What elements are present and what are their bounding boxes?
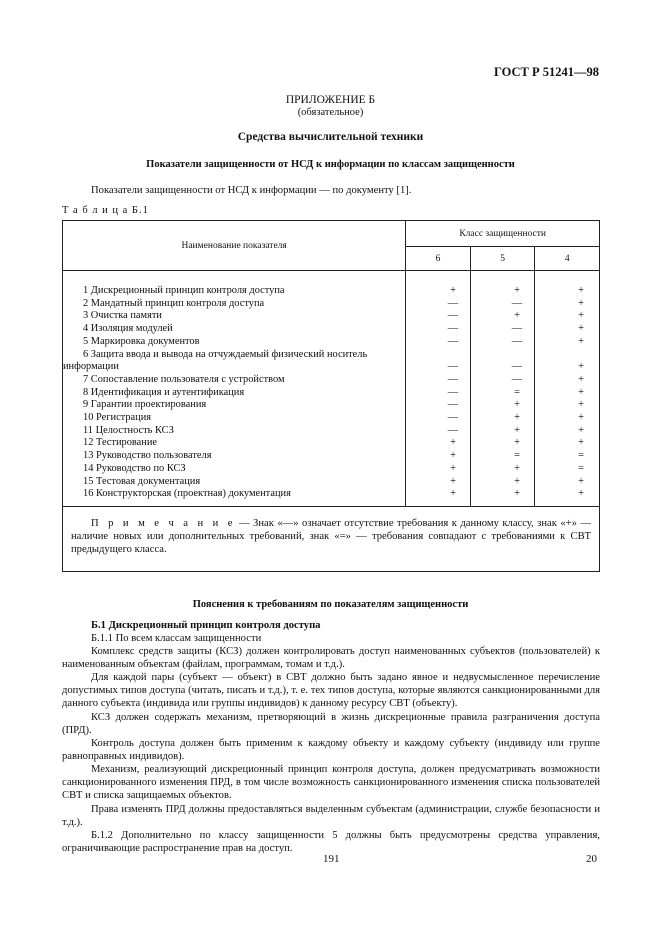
row-value-class-4: + — [578, 361, 584, 373]
class-4-header: 4 — [535, 247, 600, 271]
appendix-subtitle: (обязательное) — [297, 107, 364, 118]
row-name: 2 Мандатный принцип контроля доступа — [83, 297, 265, 309]
row-value-class-5: — — [511, 335, 523, 347]
table-note — [71, 517, 591, 557]
table-row — [63, 450, 601, 463]
row-name: 15 Тестовая документация — [83, 475, 201, 487]
table-rows — [63, 285, 601, 505]
row-value-class-5: = — [514, 450, 520, 462]
row-value-class-5: — — [511, 323, 523, 335]
table-row — [63, 323, 601, 336]
paragraph-5: Контроль доступа должен быть применим к каждому объекту и каждому субъекту (индивиду или группе равноправных индивидов). — [62, 738, 600, 763]
paragraph-1: Б.1.1 По всем классам защищенности — [91, 633, 262, 644]
row-value-class-5: + — [514, 475, 520, 487]
row-value-class-4: + — [578, 488, 584, 500]
row-value-class-4: + — [578, 310, 584, 322]
row-name: 5 Маркировка документов — [83, 335, 200, 347]
row-value-class-6: — — [447, 361, 459, 373]
row-name: 6 Защита ввода и вывода на отчуждаемый физический носитель — [83, 348, 368, 360]
row-value-class-4: + — [578, 323, 584, 335]
standard-header: ГОСТ Р 51241—98 — [493, 65, 599, 79]
row-value-class-5: + — [514, 424, 520, 436]
col-name-header: Наименование показателя — [63, 221, 406, 271]
subsection-title: Показатели защищенности от НСД к информации по классам защищенности — [146, 159, 515, 170]
row-value-class-6: + — [450, 488, 456, 500]
row-value-class-5: + — [514, 310, 520, 322]
row-value-class-4: + — [578, 437, 584, 449]
row-value-class-6: + — [450, 462, 456, 474]
row-value-class-5: + — [514, 488, 520, 500]
table-row — [63, 488, 601, 501]
row-value-class-6: — — [447, 310, 459, 322]
row-value-class-5: — — [511, 373, 523, 385]
page-number-right: 20 — [586, 853, 597, 865]
paragraph-8: Б.1.2 Дополнительно по классу защищенности 5 должны быть предусмотрены средства управления, ограничивающие распространение прав на доступ. — [62, 830, 600, 855]
table-row — [63, 387, 601, 400]
row-value-class-5: — — [511, 297, 523, 309]
explanations-title: Пояснения к требованиям по показателям защищенности — [192, 599, 469, 610]
row-name: 8 Идентификация и аутентификация — [83, 386, 245, 398]
table-row — [63, 310, 601, 323]
row-value-class-6: + — [450, 285, 456, 296]
b1-title: Б.1 Дискреционный принцип контроля доступа — [91, 620, 321, 631]
protection-table — [62, 220, 600, 572]
table-row — [63, 399, 601, 412]
row-value-class-4: + — [578, 285, 584, 296]
row-value-class-6: — — [447, 335, 459, 347]
row-name-cont: информации — [63, 361, 119, 373]
row-value-class-4: + — [578, 335, 584, 347]
paragraph-7: Права изменять ПРД должны предоставляться выделенным субъектам (администрации, службе безопасности и т.д.). — [62, 804, 600, 829]
class-6-header: 6 — [406, 247, 471, 271]
row-name: 9 Гарантии проектирования — [83, 399, 207, 411]
row-value-class-5: = — [514, 386, 520, 398]
row-value-class-6: — — [447, 424, 459, 436]
row-value-class-6: — — [447, 386, 459, 398]
page-number-center: 191 — [323, 853, 340, 865]
table-caption: Т а б л и ц а Б.1 — [62, 205, 149, 216]
table-row — [63, 437, 601, 450]
row-value-class-5: — — [511, 361, 523, 373]
row-value-class-4: + — [578, 412, 584, 423]
class-5-header: 5 — [470, 247, 535, 271]
table-row — [63, 348, 601, 373]
col-class-header: Класс защищенности — [406, 221, 600, 247]
row-value-class-6: + — [450, 450, 456, 462]
section-title: Средства вычислительной техники — [237, 131, 424, 143]
paragraph-6: Механизм, реализующий дискреционный принцип контроля доступа, должен предусматривать возможности санкционированного изменения ПРД, в том числе возможность санкционированного изменения списка пользователей СВТ и списка защищаемых объектов. — [62, 764, 600, 802]
paragraph-4: КСЗ должен содержать механизм, претворяющий в жизнь дискреционные правила разграничения доступа (ПРД). — [62, 712, 600, 737]
table-row — [63, 285, 601, 298]
row-value-class-6: — — [447, 373, 459, 385]
row-name: 12 Тестирование — [83, 437, 158, 449]
table-body-names — [63, 271, 584, 507]
table-row — [63, 425, 601, 438]
row-value-class-5: + — [514, 462, 520, 474]
row-name: 4 Изоляция модулей — [83, 323, 173, 335]
table-row — [63, 298, 601, 311]
row-name: 3 Очистка памяти — [83, 310, 162, 322]
table-note-cell — [63, 507, 600, 572]
table-row — [63, 463, 601, 476]
row-name: 11 Целостность КСЗ — [83, 424, 174, 436]
row-value-class-6: — — [447, 323, 459, 335]
appendix-title: ПРИЛОЖЕНИЕ Б — [285, 94, 376, 106]
row-value-class-4: + — [578, 373, 584, 385]
row-value-class-4: + — [578, 475, 584, 487]
row-value-class-5: + — [514, 412, 520, 423]
row-value-class-4: + — [578, 297, 584, 309]
row-name: 14 Руководство по КСЗ — [83, 462, 186, 474]
table-row — [63, 374, 601, 387]
row-name: 1 Дискреционный принцип контроля доступа — [83, 285, 285, 296]
table-row — [63, 476, 601, 489]
row-value-class-5: + — [514, 437, 520, 449]
paragraph-3: Для каждой пары (субъект — объект) в СВТ должно быть задано явное и недвусмысленное перечисление допустимых типов доступа (читать, писать и т.д.), т. е. тех типов доступа, которые являются санкционированными для данного субъекта (индивида или группы индивидов) к данному ресурсу СВТ (объекту). — [62, 672, 600, 710]
paragraph-2: Комплекс средств защиты (КСЗ) должен контролировать доступ наименованных субъектов (пользователей) к наименованным объектам (файлам, программам, томам и т.д.). — [62, 646, 600, 671]
row-value-class-6: — — [447, 412, 459, 423]
row-value-class-4: + — [578, 386, 584, 398]
row-value-class-6: — — [447, 399, 459, 411]
row-value-class-4: + — [578, 424, 584, 436]
note-text: — Знак «—» означает отсутствие требования к данному классу, знак «+» — наличие новых или дополнительных требований, знак «=» — требования совпадают с требованиями к СВТ предыдущего класса. — [71, 518, 591, 556]
row-value-class-4: + — [578, 399, 584, 411]
row-value-class-6: + — [450, 475, 456, 487]
row-value-class-4: = — [578, 462, 584, 474]
row-name: 13 Руководство пользователя — [83, 450, 212, 462]
row-name: 7 Сопоставление пользователя с устройством — [83, 373, 285, 385]
intro-text: Показатели защищенности от НСД к информации — по документу [1]. — [91, 185, 412, 196]
row-value-class-4: = — [578, 450, 584, 462]
row-name: 16 Конструкторская (проектная) документация — [83, 488, 291, 500]
row-value-class-6: — — [447, 297, 459, 309]
row-value-class-5: + — [514, 285, 520, 296]
note-label: П р и м е ч а н и е — [91, 518, 236, 529]
table-row — [63, 412, 601, 425]
row-value-class-6: + — [450, 437, 456, 449]
row-value-class-5: + — [514, 399, 520, 411]
table-row — [63, 336, 601, 349]
row-name: 10 Регистрация — [83, 412, 152, 423]
